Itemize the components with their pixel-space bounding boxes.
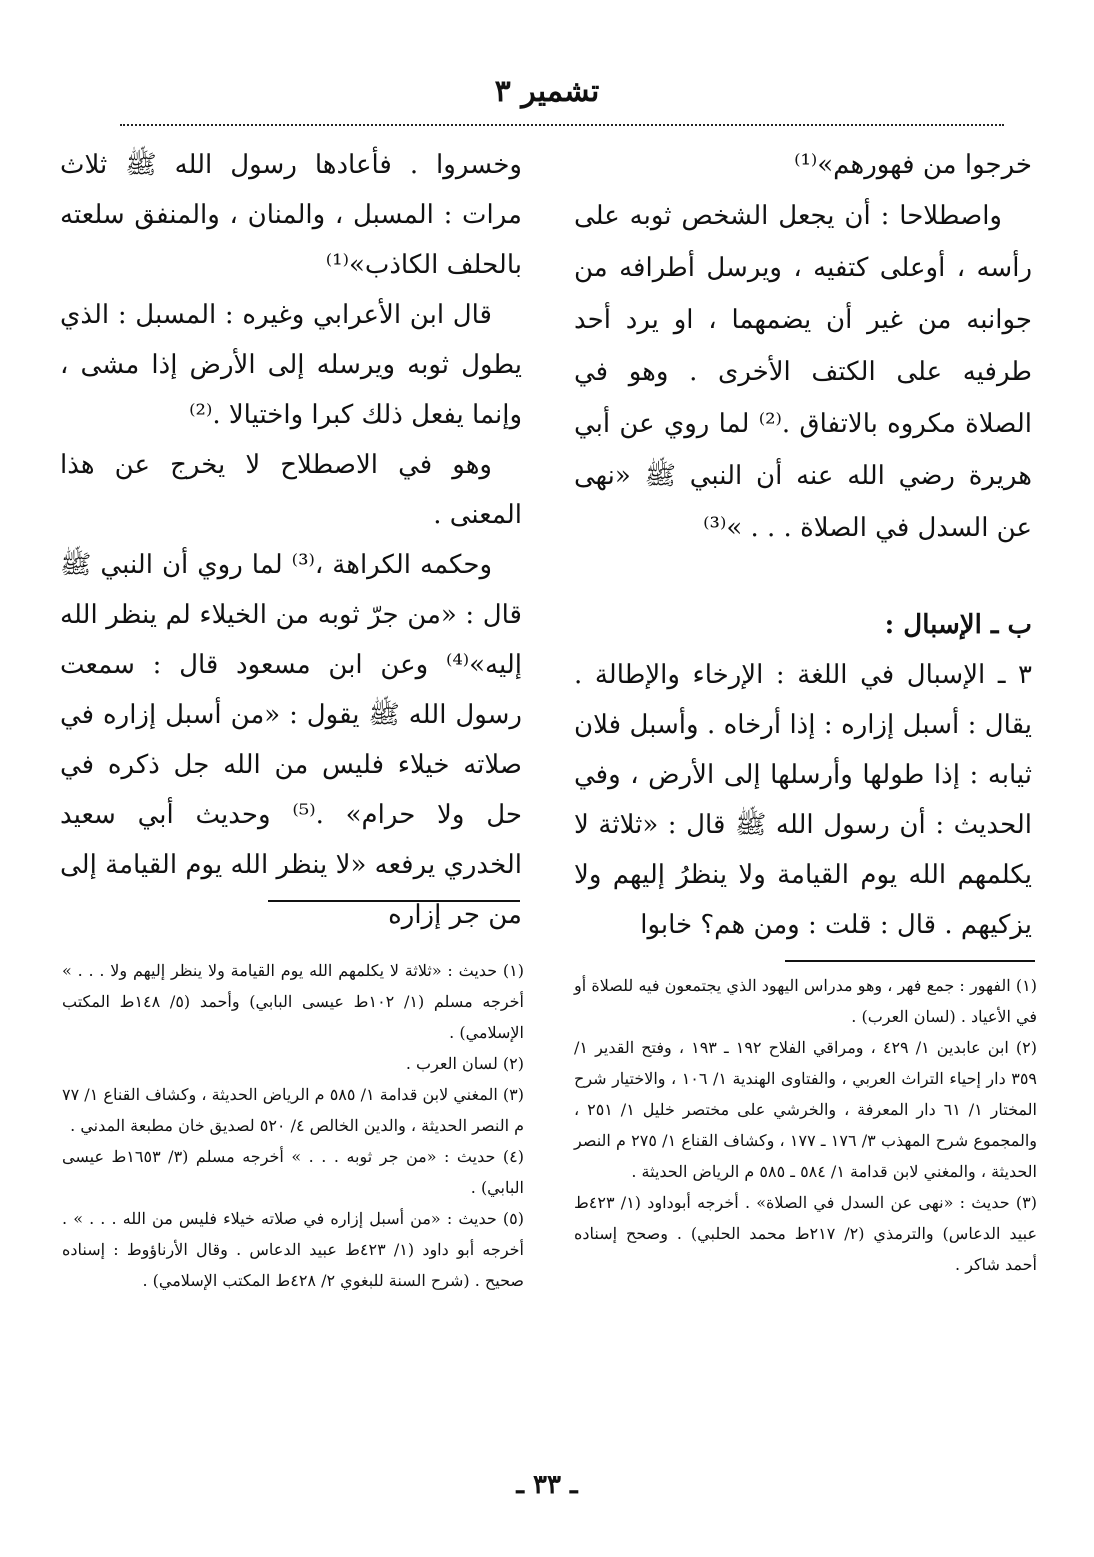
header-dotted-rule bbox=[120, 124, 1004, 126]
footnote-separator bbox=[268, 900, 520, 902]
paragraph: ٣ ـ الإسبال في اللغة : الإرخاء والإطالة . يقال : أسبل إزاره : إذا أرخاه . وأسبل فلان ثيابه : إذا طولها وأرسلها إلى الأرض ، وفي الحديث : أن رسول الله ﷺ قال : «ثلاثة لا يكلمهم الله يوم القيامة ولا ينظرُ إليهم ولا يزكيهم . قال : قلت : ومن هم؟ خابوا bbox=[574, 660, 1032, 940]
paragraph: وخسروا . فأعادها رسول الله ﷺ ثلاث مرات : المسبل ، والمنان ، والمنفق سلعته بالحلف الكاذب»⁽¹⁾ bbox=[60, 150, 522, 280]
footnote: (٤) حديث : «من جر ثوبه . . . » أخرجه مسلم (٣/ ١٦٥٣ط عيسى البابي) . bbox=[62, 1147, 524, 1197]
footnotes-right bbox=[574, 970, 1037, 1280]
right-column bbox=[574, 140, 1032, 950]
footnote: (٣) المغني لابن قدامة ١/ ٥٨٥ م الرياض الحديثة ، وكشاف القناع ١/ ٧٧ م النصر الحديثة ، والدين الخالص ٤/ ٥٢٠ لصديق خان مطبعة المدني . bbox=[62, 1085, 524, 1135]
footnote: (١) الفهور : جمع فهر ، وهو مدراس اليهود الذي يجتمعون فيه للصلاة أو في الأعياد . (لسان العرب) . bbox=[574, 976, 1037, 1026]
paragraph: وحكمه الكراهة ،⁽³⁾ لما روي أن النبي ﷺ قال : «من جرّ ثوبه من الخيلاء لم ينظر الله إليه»⁽⁴⁾ وعن ابن مسعود قال : سمعت رسول الله ﷺ يقول : «من أسبل إزاره في صلاته خيلاء فليس من الله جل ذكره في حل ولا حرام» .⁽⁵⁾ وحديث أبي سعيد الخدري يرفعه «لا ينظر الله يوم القيامة إلى من جر إزاره bbox=[60, 550, 522, 930]
footnote: (٢) ابن عابدين ١/ ٤٢٩ ، ومراقي الفلاح ١٩٢ ـ ١٩٣ ، وفتح القدير ١/ ٣٥٩ دار إحياء التراث العربي ، والفتاوى الهندية ١/ ١٠٦ ، والاختيار شرح المختار ١/ ٦١ دار المعرفة ، والخرشي على مختصر خليل ١/ ٢٥١ ، والمجموع شرح المهذب ٣/ ١٧٦ ـ ١٧٧ ، وكشاف القناع ١/ ٢٧٥ م النصر الحديثة ، والمغني لابن قدامة ١/ ٥٨٤ ـ ٥٨٥ م الرياض الحديثة . bbox=[574, 1038, 1038, 1181]
paragraph: واصطلاحا : أن يجعل الشخص ثوبه على رأسه ، أوعلى كتفيه ، ويرسل أطرافه من جوانبه من غير أن يضمهما ، او يرد أحد طرفيه على الكتف الأخرى . وهو في الصلاة مكروه بالاتفاق .⁽²⁾ لما روي عن أبي هريرة رضي الله عنه أن النبي ﷺ «نهى عن السدل في الصلاة . . . »⁽³⁾ bbox=[574, 201, 1032, 543]
paragraph: قال ابن الأعرابي وغيره : المسبل : الذي يطول ثوبه ويرسله إلى الأرض إذا مشى ، وإنما يفعل ذلك كبرا واختيالا .⁽²⁾ bbox=[60, 300, 522, 430]
left-column bbox=[60, 140, 522, 940]
footnote: (١) حديث : «ثلاثة لا يكلمهم الله يوم القيامة ولا ينظر إليهم ولا . . . » أخرجه مسلم (١/ ١٠٢ط عيسى البابي) وأحمد (٥/ ١٤٨ط المكتب الإسلامي) . bbox=[62, 961, 525, 1042]
footnote: (٥) حديث : «من أسبل إزاره في صلاته خيلاء فليس من الله . . . » . أخرجه أبو داود (١/ ٤٢٣ط عبيد الدعاس . وقال الأرناؤوط : إسناده صحيح . (شرح السنة للبغوي ٢/ ٤٢٨ط المكتب الإسلامي) . bbox=[62, 1209, 524, 1290]
page-title: تشمير ٣ bbox=[494, 74, 600, 109]
paragraph: خرجوا من فهورهم»⁽¹⁾ bbox=[794, 150, 1032, 180]
footnote-separator bbox=[785, 960, 1035, 962]
section-heading: ب ـ الإسبال : bbox=[884, 610, 1032, 640]
page-number: ـ ٣٣ ـ bbox=[516, 1470, 578, 1500]
paragraph: وهو في الاصطلاح لا يخرج عن هذا المعنى . bbox=[60, 450, 522, 530]
footnote: (٣) حديث : «نهى عن السدل في الصلاة» . أخرجه أبوداود (١/ ٤٢٣ط عبيد الدعاس) والترمذي (٢/ ٢١٧ط محمد الحلبي) . وصحح إسناده أحمد شاكر . bbox=[574, 1193, 1038, 1274]
footnotes-left bbox=[62, 955, 524, 1296]
footnote: (٢) لسان العرب . bbox=[405, 1054, 524, 1073]
